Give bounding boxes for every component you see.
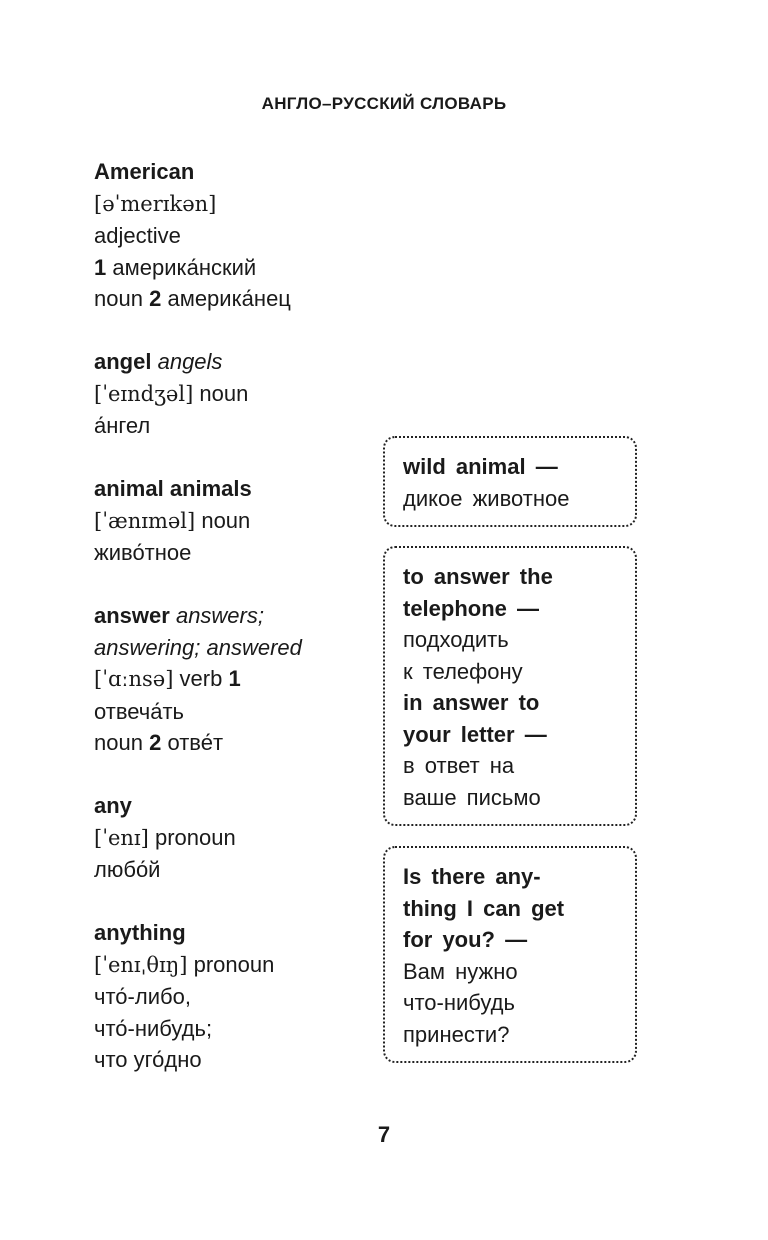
- translation: отвеча́ть: [94, 698, 185, 724]
- example-phrase: telephone —: [403, 595, 540, 621]
- example-box-anything: [383, 846, 637, 1063]
- example-phrase: wild animal —: [403, 454, 558, 479]
- running-header: АНГЛО–РУССКИЙ СЛОВАРЬ: [261, 94, 507, 113]
- part-of-speech: noun: [94, 730, 143, 755]
- example-phrase: thing I can get: [403, 895, 565, 921]
- example-box-wild-animal: [383, 436, 637, 527]
- example-phrase: Is there any-: [403, 864, 541, 889]
- part-of-speech: noun: [94, 286, 143, 311]
- page-number: 7: [377, 1122, 391, 1147]
- headword: American: [94, 159, 195, 184]
- transcription: [ˈɑːnsə]: [94, 667, 174, 691]
- example-phrase: to answer the: [403, 564, 553, 589]
- translation: что́-либо,: [94, 984, 191, 1009]
- example-phrase: for you? —: [403, 927, 528, 952]
- translation: что уго́дно: [94, 1047, 202, 1072]
- word-forms: animals: [169, 476, 252, 501]
- example-translation: подходить: [403, 627, 509, 652]
- sense-number: 2: [149, 286, 162, 311]
- dictionary-entries: [94, 156, 384, 1107]
- entry-animal: [94, 473, 384, 569]
- sense-number: 2: [149, 730, 162, 755]
- entry-american: [94, 156, 384, 315]
- translation: отве́т: [167, 730, 224, 755]
- translation: что́-нибудь;: [94, 1015, 213, 1041]
- transcription: [ˈænɪməl]: [94, 508, 196, 533]
- part-of-speech: adjective: [94, 223, 181, 248]
- translation: а́нгел: [94, 413, 151, 438]
- example-translation: в ответ на: [403, 753, 515, 778]
- example-translation: что-нибудь: [403, 990, 515, 1015]
- headword: answer: [94, 603, 170, 628]
- translation: америка́нец: [167, 286, 291, 311]
- headword: anything: [94, 920, 186, 945]
- entry-angel: [94, 346, 384, 442]
- transcription: [ˈeɪndʒəl]: [94, 381, 194, 406]
- transcription: [ˈenɪˌθɪŋ]: [94, 952, 188, 977]
- word-forms: answers;: [175, 603, 264, 628]
- example-translation: к телефону: [403, 658, 523, 684]
- entry-answer: [94, 600, 384, 759]
- sense-number: 1: [228, 666, 241, 691]
- translation: живо́тное: [94, 540, 192, 565]
- example-translation: ваше письмо: [403, 784, 541, 810]
- part-of-speech: pronoun: [154, 824, 236, 850]
- transcription: [əˈmerɪkən]: [94, 191, 217, 216]
- transcription: [ˈenɪ]: [94, 825, 149, 850]
- headword: animal: [94, 476, 164, 501]
- part-of-speech: pronoun: [193, 951, 275, 977]
- part-of-speech: verb: [179, 666, 223, 691]
- part-of-speech: noun: [201, 507, 251, 533]
- word-forms: angels: [157, 349, 223, 374]
- entry-any: [94, 790, 384, 886]
- example-translation: дикое животное: [403, 485, 570, 511]
- example-translation: принести?: [403, 1021, 510, 1047]
- example-phrase: in answer to: [403, 690, 540, 715]
- word-forms: answering; answered: [94, 634, 302, 660]
- example-translation: Вам нужно: [403, 958, 518, 984]
- translation: америка́нский: [112, 254, 257, 280]
- sense-number: 1: [94, 254, 107, 280]
- entry-anything: [94, 917, 384, 1076]
- translation: любо́й: [94, 857, 161, 882]
- part-of-speech: noun: [199, 380, 249, 406]
- headword: any: [94, 793, 132, 818]
- headword: angel: [94, 349, 152, 374]
- example-phrase: your letter —: [403, 721, 547, 747]
- example-box-answer: [383, 546, 637, 826]
